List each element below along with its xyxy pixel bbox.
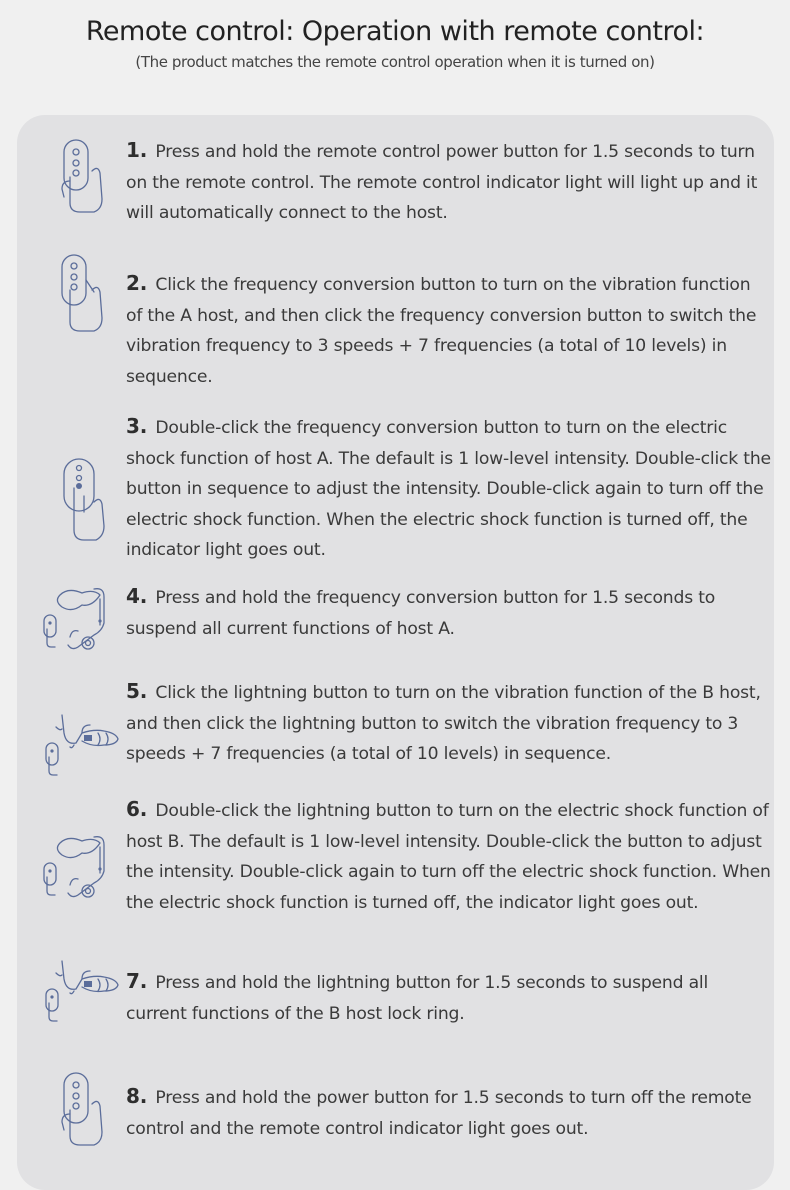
host-a-remote-icon [42,833,114,905]
hand-remote-frequency-icon [56,252,110,334]
step-2 [126,268,771,392]
host-a-remote-icon [42,585,114,657]
page-subtitle: (The product matches the remote control operation when it is turned on) [135,53,655,71]
step-text: Double-click the frequency conversion button to turn on the electric shock function of host A. The default is 1 low-level intensity. Double-click the button in sequence to adjust the intensity. Double-click again to turn off the electric shock function. When the electric shock function is turned off, the indicator light goes out. [126,418,771,560]
step-1 [126,135,771,229]
host-b-remote-icon [42,957,122,1023]
step-number: 5. [126,679,148,703]
step-8 [126,1081,771,1144]
step-number: 3. [126,414,148,438]
step-text: Press and hold the remote control power button for 1.5 seconds to turn on the remote control. The remote control indicator light will light up and it will automatically connect to the host. [126,142,758,223]
step-number: 7. [126,969,148,993]
step-number: 2. [126,271,148,295]
step-number: 1. [126,138,148,162]
step-number: 8. [126,1084,148,1108]
step-text: Press and hold the lightning button for 1.5 seconds to suspend all current functions of the B host lock ring. [126,973,709,1024]
step-text: Press and hold the power button for 1.5 seconds to turn off the remote control and the remote control indicator light goes out. [126,1088,752,1139]
hand-remote-power-icon [56,137,110,217]
step-text: Click the lightning button to turn on the vibration function of the B host, and then click the lightning button to switch the vibration frequency to 3 speeds + 7 frequencies (a total of 10 levels) in sequence. [126,683,761,764]
step-text: Press and hold the frequency conversion button for 1.5 seconds to suspend all current functions of host A. [126,588,716,639]
step-3 [126,411,771,566]
step-number: 4. [126,584,148,608]
step-text: Click the frequency conversion button to turn on the vibration function of the A host, and then click the frequency conversion button to switch the vibration frequency to 3 speeds + 7 frequencies (a total of 10 levels) in sequence. [126,275,757,387]
hand-remote-power-icon [56,1070,110,1150]
host-b-remote-icon [42,711,122,777]
hand-remote-double-click-icon [58,456,108,544]
step-number: 6. [126,797,148,821]
step-text: Double-click the lightning button to turn on the electric shock function of host B. The default is 1 low-level intensity. Double-click the button to adjust the intensity. Double-click again to turn off the electric shock function. When the electric shock function is turned off, the indicator light goes out. [126,801,771,913]
step-5 [126,676,771,770]
step-7 [126,966,771,1029]
page-title: Remote control: Operation with remote control: [85,16,705,47]
step-6 [126,794,771,918]
step-4 [126,581,771,644]
